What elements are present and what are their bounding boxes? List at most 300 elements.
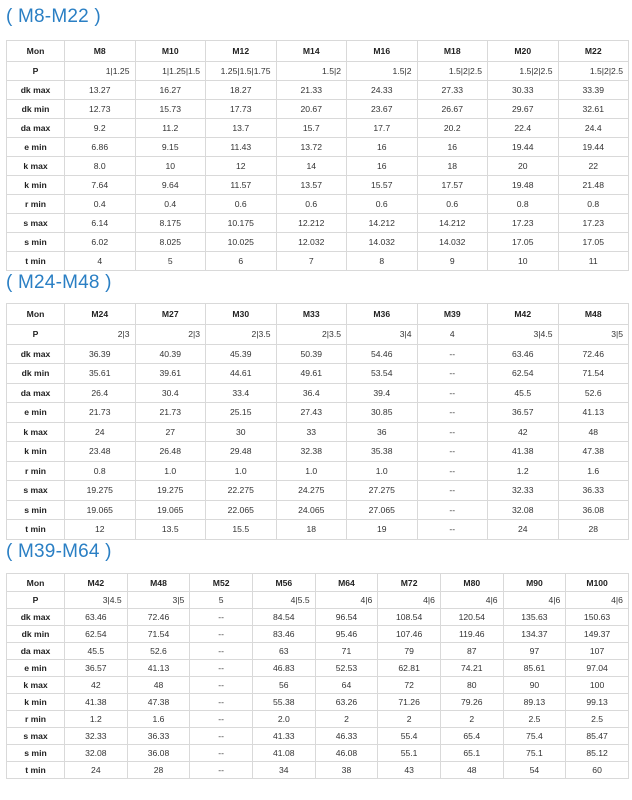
table-cell: 1.2 (488, 461, 559, 481)
table-cell: 2|3.5 (276, 325, 347, 345)
table-cell: 52.53 (315, 660, 378, 677)
table-cell: 48 (558, 422, 629, 442)
table-row (7, 119, 629, 138)
column-header: M42 (65, 574, 128, 592)
table-cell: 1|1.25 (65, 62, 136, 81)
table-cell: 39.4 (347, 383, 418, 403)
column-header: M48 (127, 574, 190, 592)
row-header: t min (7, 252, 65, 271)
table-cell: 42 (488, 422, 559, 442)
table-cell: 64 (315, 677, 378, 694)
table-cell: 99.13 (566, 694, 629, 711)
table-header-row (7, 574, 629, 592)
table-cell: 0.6 (206, 195, 277, 214)
table-cell: 0.6 (417, 195, 488, 214)
table-cell: 48 (440, 762, 503, 779)
row-header: e min (7, 138, 65, 157)
table-row (7, 442, 629, 462)
table-row (7, 403, 629, 423)
table-cell: 65.4 (440, 728, 503, 745)
table-cell: 24.275 (276, 481, 347, 501)
table-cell: 21.73 (135, 403, 206, 423)
table-cell: 14 (276, 157, 347, 176)
row-header: s min (7, 500, 65, 520)
table-row (7, 694, 629, 711)
table-cell: 29.48 (206, 442, 277, 462)
table-cell: 63 (252, 643, 315, 660)
table-cell: 45.5 (488, 383, 559, 403)
row-header: dk max (7, 344, 65, 364)
table-cell: 71.26 (378, 694, 441, 711)
column-header: M80 (440, 574, 503, 592)
table-cell: 13.72 (276, 138, 347, 157)
table-cell: 3|5 (127, 592, 190, 609)
table-cell: 18 (276, 520, 347, 540)
table-cell: 20 (488, 157, 559, 176)
table-row (7, 81, 629, 100)
row-header: dk max (7, 81, 65, 100)
table-cell: 33.4 (206, 383, 277, 403)
table-cell: 6 (206, 252, 277, 271)
section-title-m24-m48: ( M24-M48 ) (6, 272, 112, 293)
table-cell: 36.08 (558, 500, 629, 520)
table-cell: 10 (135, 157, 206, 176)
table-cell: 24 (488, 520, 559, 540)
table-cell: 1.5|2|2.5 (417, 62, 488, 81)
table-cell: 2|3.5 (206, 325, 277, 345)
table-cell: 149.37 (566, 626, 629, 643)
table-cell: 79 (378, 643, 441, 660)
table-cell: 14.212 (417, 214, 488, 233)
table-cell: 4|6 (378, 592, 441, 609)
table-cell: 1.2 (65, 711, 128, 728)
spec-table-m39-m64 (6, 573, 629, 779)
table-cell: 6.86 (65, 138, 136, 157)
table-row (7, 520, 629, 540)
table-row (7, 592, 629, 609)
table-cell: 119.46 (440, 626, 503, 643)
table-cell: 0.6 (276, 195, 347, 214)
table-cell: 9.2 (65, 119, 136, 138)
table-cell: 84.54 (252, 609, 315, 626)
column-header: M42 (488, 304, 559, 325)
table-cell: 63.46 (488, 344, 559, 364)
table-row (7, 677, 629, 694)
table-cell: 50.39 (276, 344, 347, 364)
table-cell: 18.27 (206, 81, 277, 100)
row-header: k max (7, 677, 65, 694)
table-cell: 30 (206, 422, 277, 442)
table-cell: 12.212 (276, 214, 347, 233)
table-cell: 17.05 (488, 233, 559, 252)
row-header: da max (7, 643, 65, 660)
table-cell: 47.38 (127, 694, 190, 711)
table-row (7, 195, 629, 214)
table-cell: 63.26 (315, 694, 378, 711)
column-header: M36 (347, 304, 418, 325)
table-cell: 1|1.25|1.5 (135, 62, 206, 81)
table-cell: 23.48 (65, 442, 136, 462)
table-cell: 1.0 (347, 461, 418, 481)
table-cell: 75.4 (503, 728, 566, 745)
table-cell: 96.54 (315, 609, 378, 626)
table-cell: 8 (347, 252, 418, 271)
table-cell: 90 (503, 677, 566, 694)
table-cell: -- (417, 481, 488, 501)
table-cell: 30.33 (488, 81, 559, 100)
table-row (7, 233, 629, 252)
table-cell: -- (190, 745, 253, 762)
table-cell: 15.7 (276, 119, 347, 138)
table-cell: 2.0 (252, 711, 315, 728)
table-cell: -- (190, 626, 253, 643)
table-cell: 97 (503, 643, 566, 660)
table-cell: 27.065 (347, 500, 418, 520)
table-row (7, 762, 629, 779)
table-cell: 22 (558, 157, 629, 176)
row-header: s max (7, 214, 65, 233)
spec-table-m24-m48 (6, 303, 629, 540)
table-cell: 19.275 (65, 481, 136, 501)
table-cell: 9.15 (135, 138, 206, 157)
table-cell: 53.54 (347, 364, 418, 384)
table-cell: 41.38 (488, 442, 559, 462)
table-cell: 46.08 (315, 745, 378, 762)
column-header: M52 (190, 574, 253, 592)
table-cell: 11.43 (206, 138, 277, 157)
table-cell: 41.38 (65, 694, 128, 711)
row-header: r min (7, 195, 65, 214)
row-header: s min (7, 233, 65, 252)
table-cell: 135.63 (503, 609, 566, 626)
table-cell: 13.27 (65, 81, 136, 100)
table-cell: 45.5 (65, 643, 128, 660)
table-cell: 36.39 (65, 344, 136, 364)
table-cell: 83.46 (252, 626, 315, 643)
table-cell: 87 (440, 643, 503, 660)
table-cell: 134.37 (503, 626, 566, 643)
table-cell: 1.0 (135, 461, 206, 481)
table-cell: -- (190, 762, 253, 779)
table-row (7, 461, 629, 481)
table-cell: -- (417, 403, 488, 423)
column-header-mon: Mon (7, 574, 65, 592)
table-cell: 1.6 (127, 711, 190, 728)
table-cell: 2|3 (65, 325, 136, 345)
table-cell: 30.4 (135, 383, 206, 403)
table-cell: 41.13 (127, 660, 190, 677)
table-cell: 24.33 (347, 81, 418, 100)
table-cell: 13.5 (135, 520, 206, 540)
table-cell: 8.025 (135, 233, 206, 252)
table-cell: 16 (347, 138, 418, 157)
table-cell: 1.5|2 (347, 62, 418, 81)
table-cell: 22.065 (206, 500, 277, 520)
table-cell: 46.33 (315, 728, 378, 745)
table-cell: 0.8 (65, 461, 136, 481)
row-header: s max (7, 481, 65, 501)
table-cell: 32.33 (65, 728, 128, 745)
table-cell: 54.46 (347, 344, 418, 364)
table-cell: -- (190, 677, 253, 694)
table-row (7, 711, 629, 728)
table-cell: 36.08 (127, 745, 190, 762)
table-cell: 38 (315, 762, 378, 779)
table-cell: 24 (65, 422, 136, 442)
row-header: r min (7, 711, 65, 728)
table-cell: -- (417, 461, 488, 481)
table-cell: 40.39 (135, 344, 206, 364)
table-cell: 13.7 (206, 119, 277, 138)
row-header: dk min (7, 100, 65, 119)
table-cell: 26.48 (135, 442, 206, 462)
table-cell: 4|5.5 (252, 592, 315, 609)
table-cell: 55.38 (252, 694, 315, 711)
table-header-row (7, 41, 629, 62)
column-header: M14 (276, 41, 347, 62)
table-cell: 10.025 (206, 233, 277, 252)
table-cell: 20.67 (276, 100, 347, 119)
table-row (7, 157, 629, 176)
table-cell: 21.73 (65, 403, 136, 423)
column-header: M64 (315, 574, 378, 592)
table-cell: 0.8 (558, 195, 629, 214)
table-cell: 32.33 (488, 481, 559, 501)
table-cell: 41.08 (252, 745, 315, 762)
table-cell: 85.47 (566, 728, 629, 745)
table-cell: 0.6 (347, 195, 418, 214)
table-cell: 17.05 (558, 233, 629, 252)
table-cell: 2 (315, 711, 378, 728)
table-cell: -- (190, 660, 253, 677)
table-cell: 4|6 (503, 592, 566, 609)
table-cell: 36.57 (65, 660, 128, 677)
table-cell: 48 (127, 677, 190, 694)
column-header: M18 (417, 41, 488, 62)
table-cell: 95.46 (315, 626, 378, 643)
column-header: M24 (65, 304, 136, 325)
table-cell: 32.08 (65, 745, 128, 762)
table-cell: 17.73 (206, 100, 277, 119)
column-header: M100 (566, 574, 629, 592)
row-header: k min (7, 176, 65, 195)
table-cell: 17.23 (558, 214, 629, 233)
row-header: k min (7, 442, 65, 462)
table-cell: 9.64 (135, 176, 206, 195)
table-cell: 49.61 (276, 364, 347, 384)
table-cell: -- (417, 364, 488, 384)
table-cell: 44.61 (206, 364, 277, 384)
table-cell: 12 (206, 157, 277, 176)
table-cell: 6.02 (65, 233, 136, 252)
table-row (7, 214, 629, 233)
table-cell: 4 (417, 325, 488, 345)
table-cell: 34 (252, 762, 315, 779)
table-cell: 35.61 (65, 364, 136, 384)
table-cell: 16 (347, 157, 418, 176)
table-cell: 71.54 (127, 626, 190, 643)
table-cell: 14.032 (347, 233, 418, 252)
table-row (7, 728, 629, 745)
row-header: dk min (7, 626, 65, 643)
table-cell: 85.12 (566, 745, 629, 762)
table-cell: 3|4.5 (65, 592, 128, 609)
table-cell: 12.73 (65, 100, 136, 119)
table-cell: 1.5|2|2.5 (488, 62, 559, 81)
table-cell: 24.4 (558, 119, 629, 138)
table-cell: -- (417, 442, 488, 462)
row-header: da max (7, 119, 65, 138)
table-cell: 42 (65, 677, 128, 694)
table-cell: 62.81 (378, 660, 441, 677)
table-cell: 27.275 (347, 481, 418, 501)
table-cell: 24 (65, 762, 128, 779)
table-cell: 85.61 (503, 660, 566, 677)
table-cell: -- (190, 728, 253, 745)
table-cell: 1.0 (206, 461, 277, 481)
table-cell: 10.175 (206, 214, 277, 233)
table-cell: 89.13 (503, 694, 566, 711)
table-cell: 108.54 (378, 609, 441, 626)
table-cell: 14.032 (417, 233, 488, 252)
table-cell: 17.23 (488, 214, 559, 233)
table-cell: 62.54 (488, 364, 559, 384)
row-header: k max (7, 157, 65, 176)
table-cell: 19.065 (135, 500, 206, 520)
table-cell: 26.67 (417, 100, 488, 119)
table-cell: 13.57 (276, 176, 347, 195)
table-cell: 10 (488, 252, 559, 271)
table-cell: 65.1 (440, 745, 503, 762)
table-cell: 47.38 (558, 442, 629, 462)
row-header: t min (7, 520, 65, 540)
table-cell: 97.04 (566, 660, 629, 677)
table-cell: 32.08 (488, 500, 559, 520)
table-cell: 8.0 (65, 157, 136, 176)
row-header: dk max (7, 609, 65, 626)
table-cell: 11 (558, 252, 629, 271)
column-header: M39 (417, 304, 488, 325)
column-header: M48 (558, 304, 629, 325)
table-cell: 1.6 (558, 461, 629, 481)
row-header: e min (7, 660, 65, 677)
table-cell: 20.2 (417, 119, 488, 138)
table-cell: 27.43 (276, 403, 347, 423)
table-cell: 32.38 (276, 442, 347, 462)
table-cell: 36.57 (488, 403, 559, 423)
table-cell: 2 (378, 711, 441, 728)
table-cell: -- (190, 694, 253, 711)
table-cell: 72.46 (127, 609, 190, 626)
table-cell: 26.4 (65, 383, 136, 403)
table-cell: 36.33 (127, 728, 190, 745)
table-cell: 72 (378, 677, 441, 694)
table-cell: 33.39 (558, 81, 629, 100)
row-header: r min (7, 461, 65, 481)
column-header: M10 (135, 41, 206, 62)
table-cell: 150.63 (566, 609, 629, 626)
column-header: M16 (347, 41, 418, 62)
table-cell: 25.15 (206, 403, 277, 423)
table-cell: 75.1 (503, 745, 566, 762)
table-cell: 62.54 (65, 626, 128, 643)
table-cell: 45.39 (206, 344, 277, 364)
table-row (7, 481, 629, 501)
table-cell: 28 (127, 762, 190, 779)
table-cell: -- (417, 422, 488, 442)
table-cell: 80 (440, 677, 503, 694)
row-header: da max (7, 383, 65, 403)
table-cell: -- (417, 344, 488, 364)
table-cell: 4|6 (566, 592, 629, 609)
spec-table-m8-m22 (6, 40, 629, 271)
table-cell: 5 (190, 592, 253, 609)
table-cell: -- (417, 500, 488, 520)
table-cell: 54 (503, 762, 566, 779)
table-cell: 32.61 (558, 100, 629, 119)
table-row (7, 100, 629, 119)
table-cell: 15.57 (347, 176, 418, 195)
table-cell: 2.5 (503, 711, 566, 728)
table-cell: 27.33 (417, 81, 488, 100)
column-header: M33 (276, 304, 347, 325)
table-cell: 74.21 (440, 660, 503, 677)
table-cell: 71.54 (558, 364, 629, 384)
table-cell: 2.5 (566, 711, 629, 728)
table-cell: 22.275 (206, 481, 277, 501)
row-header: k min (7, 694, 65, 711)
table-cell: -- (190, 711, 253, 728)
table-cell: 1.25|1.5|1.75 (206, 62, 277, 81)
table-cell: 19.44 (558, 138, 629, 157)
row-header: dk min (7, 364, 65, 384)
row-header: s min (7, 745, 65, 762)
section-title-m39-m64: ( M39-M64 ) (6, 541, 112, 562)
column-header: M90 (503, 574, 566, 592)
table-cell: 36.4 (276, 383, 347, 403)
table-cell: 5 (135, 252, 206, 271)
table-row (7, 383, 629, 403)
table-cell: 107.46 (378, 626, 441, 643)
table-cell: 71 (315, 643, 378, 660)
table-cell: 33 (276, 422, 347, 442)
table-cell: 1.5|2 (276, 62, 347, 81)
table-cell: 35.38 (347, 442, 418, 462)
row-header: P (7, 62, 65, 81)
table-cell: 1.0 (276, 461, 347, 481)
table-cell: 8.175 (135, 214, 206, 233)
table-cell: 21.33 (276, 81, 347, 100)
table-cell: -- (190, 609, 253, 626)
table-cell: 55.4 (378, 728, 441, 745)
table-cell: 19.065 (65, 500, 136, 520)
table-cell: 9 (417, 252, 488, 271)
table-cell: 7 (276, 252, 347, 271)
table-cell: 3|4 (347, 325, 418, 345)
column-header: M30 (206, 304, 277, 325)
table-cell: 36 (347, 422, 418, 442)
table-cell: 43 (378, 762, 441, 779)
row-header: t min (7, 762, 65, 779)
column-header-mon: Mon (7, 304, 65, 325)
table-cell: 36.33 (558, 481, 629, 501)
column-header: M56 (252, 574, 315, 592)
table-cell: 107 (566, 643, 629, 660)
table-cell: 15.73 (135, 100, 206, 119)
table-cell: 11.57 (206, 176, 277, 195)
table-cell: 79.26 (440, 694, 503, 711)
table-cell: 18 (417, 157, 488, 176)
